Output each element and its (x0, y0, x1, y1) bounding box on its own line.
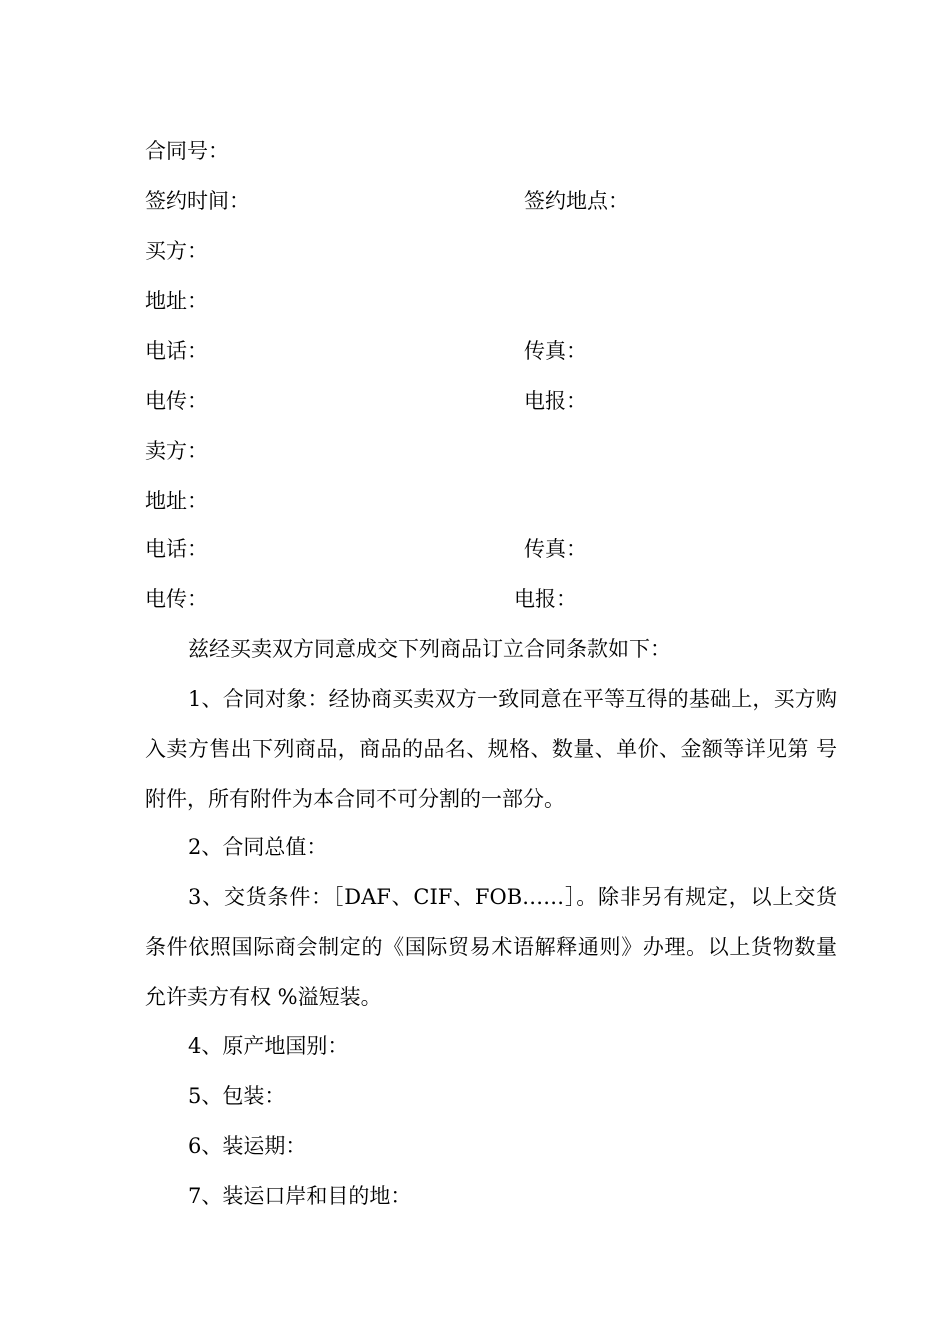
seller-fax-label: 传真： (524, 537, 587, 561)
buyer-fax-label: 传真： (524, 339, 587, 363)
contract-intro: 兹经买卖双方同意成交下列商品订立合同条款如下： (188, 637, 671, 661)
buyer-telegram-label: 电报： (524, 389, 587, 413)
clause-1-text: 1、合同对象：经协商买卖双方一致同意在平等互得的基础上，买方购入卖方售出下列商品，商品的品名、规格、数量、单价、金额等详见第 号附件，所有附件为本合同不可分割的一部分。 (145, 687, 837, 811)
clause-4: 4、原产地国别： (188, 1034, 349, 1058)
sign-place-label: 签约地点： (524, 189, 629, 213)
seller-phone-label: 电话： (145, 537, 208, 561)
buyer-telex-label: 电传： (145, 389, 208, 413)
contract-number-label: 合同号： (145, 139, 229, 163)
clause-5: 5、包装： (188, 1084, 286, 1108)
buyer-address-label: 地址： (145, 289, 208, 313)
seller-address-label: 地址： (145, 489, 208, 513)
seller-telegram-label: 电报： (514, 587, 577, 611)
clause-7: 7、装运口岸和目的地： (188, 1184, 412, 1208)
seller-telex-label: 电传： (145, 587, 208, 611)
clause-3-text: 3、交货条件：［DAF、CIF、FOB……］。除非另有规定，以上交货条件依照国际商会制定的《国际贸易术语解释通则》办理。以上货物数量允许卖方有权 %溢短装。 (145, 885, 837, 1009)
clause-3 (145, 872, 837, 1022)
clause-1 (145, 674, 837, 824)
buyer-label: 买方： (145, 239, 208, 263)
seller-label: 卖方： (145, 439, 208, 463)
clause-6: 6、装运期： (188, 1134, 307, 1158)
sign-time-label: 签约时间： (145, 189, 250, 213)
buyer-phone-label: 电话： (145, 339, 208, 363)
clause-2: 2、合同总值： (188, 835, 328, 859)
